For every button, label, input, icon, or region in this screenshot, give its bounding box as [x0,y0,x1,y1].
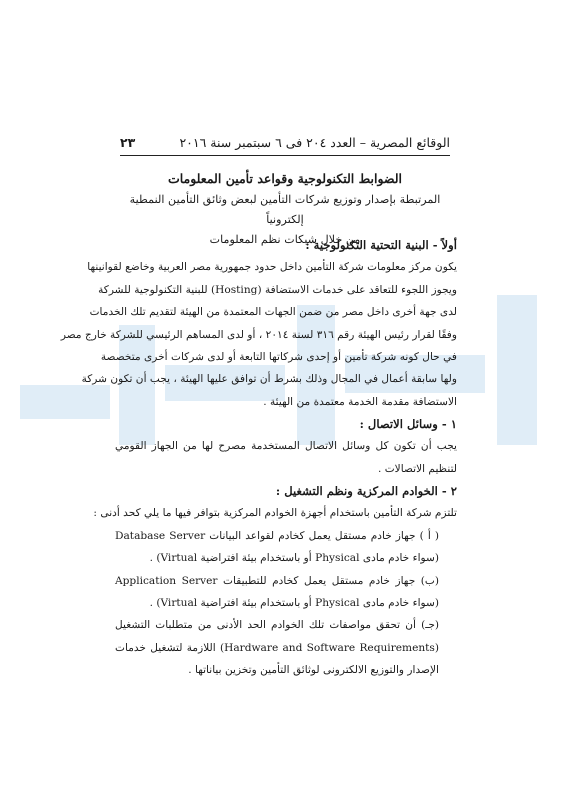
paragraph-line: لدى جهة أخرى داخل مصر من ضمن الجهات المعتمدة من الهيئة لتقديم تلك الخدمات [89,306,457,319]
section-infrastructure [60,234,457,413]
paragraph-line: لتنظيم الاتصالات . [377,462,457,475]
paragraph-line: وفقًا لقرار رئيس الهيئة رقم ٣١٦ لسنة ٢٠١٤ ، أو لدى المساهم الرئيسي للشركة خارج مصر [60,328,457,341]
section-heading: ١ - وسائل الاتصال : [359,417,457,431]
header-rule [120,155,450,156]
page-number: ٢٣ [120,134,136,150]
paragraph-line: الاستضافة مقدمة الخدمة معتمدة من الهيئة . [263,395,457,408]
list-item-line: (ب) جهاز خادم مستقل يعمل كخادم للتطبيقات Application Server [115,574,439,587]
section-heading: ٢ - الخوادم المركزية ونظم التشغيل : [275,484,457,498]
section-heading: أولاً - البنية التحتية التكنولوجية : [305,238,457,252]
document-subtitle-line: من خلال شبكات نظم المعلومات [209,233,361,246]
document-title: الضوابط التكنولوجية وقواعد تأمين المعلومات [167,171,403,186]
section-communications [115,413,457,480]
list-item-line: ( أ ) جهاز خادم مستقل يعمل كخادم لقواعد البيانات Database Server [115,529,439,542]
list-item-line: (سواء خادم مادى Physical أو باستخدام بيئة افتراضية Virtual) . [149,597,439,610]
paragraph-line: في حال كونه شركة تأمين أو إحدى شركاتها التابعة أو لدى شركات أخرى متخصصة [100,351,457,364]
section-servers [93,480,457,682]
list-item-line: الإصدار والتوزيع الالكترونى لوثائق التأمين وتخزين بياناتها . [188,664,439,677]
paragraph-line: يكون مركز معلومات شركة التأمين داخل حدود جمهورية مصر العربية وخاضع لقوانينها [87,261,457,274]
paragraph-line: ولها سابقة أعمال في المجال وذلك بشرط أن توافق عليها الهيئة ، يجب أن تكون شركة [81,373,457,386]
list-item-line: (Hardware and Software Requirements) اللازمة لتشغيل خدمات [115,641,440,654]
paragraph-line: يجب أن تكون كل وسائل الاتصال المستخدمة مصرح لها من الجهاز القومي [115,440,457,453]
list-item-line: (جـ) أن تحقق مواصفات تلك الخوادم الحد الأدنى من متطلبات التشغيل [115,619,439,632]
list-item-line: (سواء خادم مادى Physical أو باستخدام بيئة افتراضية Virtual) . [149,552,439,565]
paragraph-line: تلتزم شركة التأمين باستخدام أجهزة الخوادم المركزية بتوافر فيها ما يلي كحد أدنى : [93,507,457,520]
paragraph-line: ويجوز اللجوء للتعاقد على خدمات الاستضافة (Hosting) للبنية التكنولوجية للشركة [98,283,457,296]
page-header [120,132,450,152]
running-title: الوقائع المصرية – العدد ٢٠٤ فى ٦ سبتمبر سنة ٢٠١٦ [179,134,450,150]
document-subtitle-line: المرتبطة بإصدار وتوزيع شركات التأمين لبعض وثائق التأمين النمطية إلكترونياً [129,193,441,226]
